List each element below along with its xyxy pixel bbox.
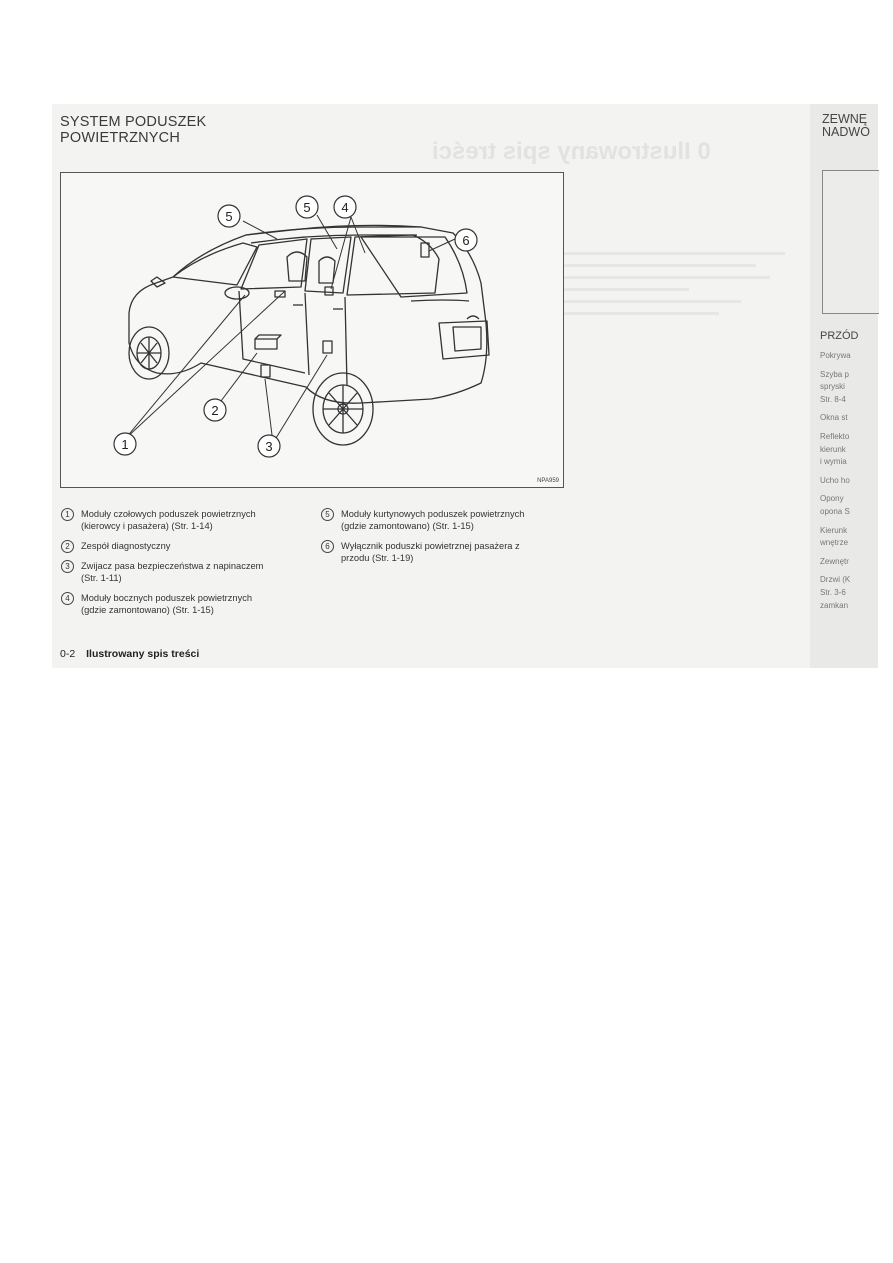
- footer-title: Ilustrowany spis treści: [86, 648, 200, 660]
- adjacent-item: Szyba p: [820, 369, 849, 379]
- adjacent-item: Drzwi (K: [820, 575, 851, 585]
- airbag-diagram: [60, 172, 564, 488]
- legend-text-5b: (gdzie zamontowano) (Str. 1-15): [341, 521, 474, 531]
- adjacent-item: Opony: [820, 494, 844, 504]
- callout-4: 4: [341, 200, 349, 215]
- legend-item-2: [61, 540, 311, 552]
- legend-text-4a: Moduły bocznych poduszek powietrznych: [81, 593, 253, 603]
- section-title-line1: SYSTEM PODUSZEK: [60, 114, 207, 130]
- adjacent-item: Reflekto: [820, 431, 850, 441]
- section-title-line2: POWIETRZNYCH: [60, 130, 181, 146]
- legend-item-3: [61, 560, 311, 584]
- callout-6: 6: [462, 233, 470, 248]
- legend-text-2a: Zespół diagnostyczny: [81, 541, 171, 551]
- adjacent-title-line1: ZEWNĘ: [822, 112, 868, 126]
- adjacent-item: Kierunk: [820, 525, 848, 535]
- bleed-through-title: 0 Ilustrowany spis treści: [432, 138, 711, 165]
- adjacent-item: Str. 3-6: [820, 587, 846, 597]
- adjacent-item: Str. 8-4: [820, 394, 846, 404]
- legend-num-3: 3: [61, 560, 74, 573]
- adjacent-list: [820, 350, 851, 612]
- adjacent-item: Pokrywa: [820, 351, 851, 360]
- section-title: [60, 114, 206, 146]
- legend-item-6: [321, 540, 571, 564]
- legend-num-5: 5: [321, 508, 334, 521]
- legend-text-1b: (kierowcy i pasażera) (Str. 1-14): [81, 521, 213, 531]
- adjacent-heading: PRZÓD: [820, 330, 859, 342]
- legend-text-5a: Moduły kurtynowych poduszek powietrznych: [341, 509, 525, 519]
- callout-5b: 5: [303, 200, 311, 215]
- adjacent-item: Ucho ho: [820, 475, 850, 485]
- adjacent-title-line2: NADWO: [822, 125, 870, 139]
- callout-1: 1: [121, 437, 129, 452]
- legend-right: [321, 508, 571, 572]
- callout-5a: 5: [225, 209, 233, 224]
- legend-text-1a: Moduły czołowych poduszek powietrznych: [81, 509, 256, 519]
- legend-item-1: [61, 508, 311, 532]
- legend-num-1: 1: [61, 508, 74, 521]
- adjacent-page-title: [822, 113, 870, 139]
- adjacent-item: wnętrze: [820, 538, 849, 548]
- legend-num-4: 4: [61, 592, 74, 605]
- legend-text-3a: Zwijacz pasa bezpieczeństwa z napinaczem: [81, 561, 264, 571]
- page-number: 0-2: [60, 648, 76, 660]
- legend-left: [61, 508, 311, 624]
- adjacent-item: opona S: [820, 506, 850, 516]
- car-illustration: [61, 173, 563, 487]
- callout-3: 3: [265, 439, 273, 454]
- adjacent-page-figure: [822, 170, 879, 314]
- legend-text-3b: (Str. 1-11): [81, 573, 122, 583]
- figure-code: NPA959: [537, 478, 559, 484]
- adjacent-item: zamkan: [820, 600, 849, 610]
- legend-text-6b: przodu (Str. 1-19): [341, 553, 414, 563]
- page-footer: [60, 648, 199, 660]
- legend-item-4: [61, 592, 311, 616]
- adjacent-item: Okna st: [820, 413, 848, 423]
- adjacent-item: i wymia: [820, 457, 847, 467]
- adjacent-item: spryski: [820, 382, 845, 392]
- legend-item-5: [321, 508, 571, 532]
- legend-text-4b: (gdzie zamontowano) (Str. 1-15): [81, 605, 214, 615]
- legend-num-6: 6: [321, 540, 334, 553]
- legend-num-2: 2: [61, 540, 74, 553]
- legend-text-6a: Wyłącznik poduszki powietrznej pasażera z: [341, 541, 520, 551]
- adjacent-item: Zewnętr: [820, 556, 849, 566]
- callout-2: 2: [211, 403, 219, 418]
- adjacent-item: kierunk: [820, 444, 846, 454]
